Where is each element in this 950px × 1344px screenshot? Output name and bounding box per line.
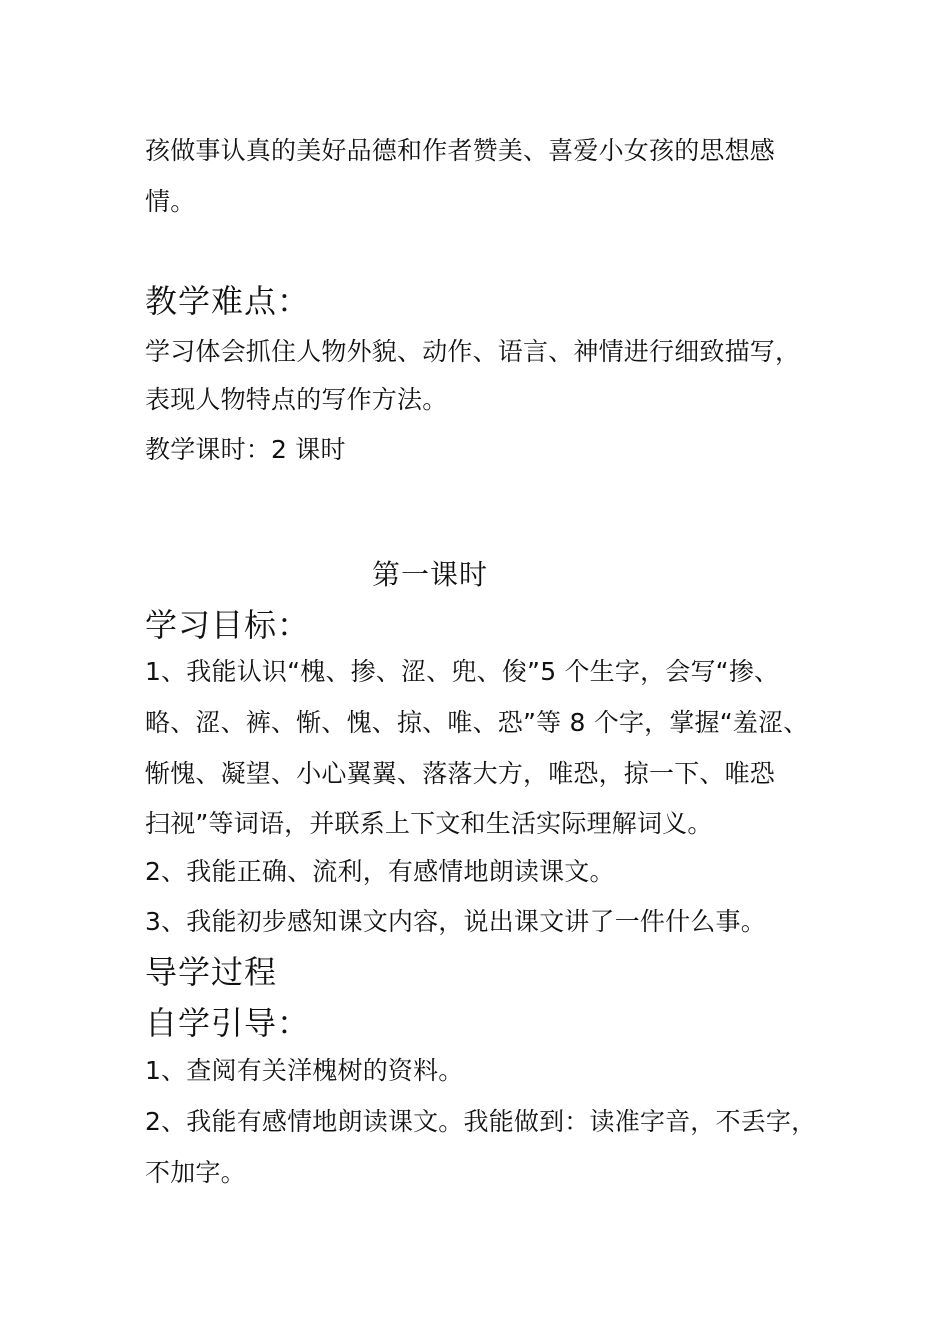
- objective-2: 2、我能正确、流利，有感情地朗读课文。: [145, 857, 615, 886]
- objective-1-line-1: 1、我能认识“槐、掺、涩、兜、俊”5 个生字，会写“掺、: [145, 657, 780, 686]
- difficulty-heading: 教学难点：: [145, 282, 311, 320]
- self-study-1: 1、查阅有关洋槐树的资料。: [145, 1056, 464, 1085]
- difficulty-line-2: 表现人物特点的写作方法。: [145, 385, 448, 414]
- objective-1-line-3: 惭愧、凝望、小心翼翼、落落大方，唯恐，掠一下、唯恐: [145, 759, 776, 788]
- lesson-title: 第一课时: [371, 558, 488, 591]
- intro-line-1: 孩做事认真的美好品德和作者赞美、喜爱小女孩的思想感: [145, 136, 776, 165]
- objective-1-line-4: 扫视”等词语，并联系上下文和生活实际理解词义。: [145, 809, 713, 838]
- self-study-2-line-1: 2、我能有感情地朗读课文。我能做到：读准字音，不丢字，: [145, 1107, 817, 1136]
- process-heading: 导学过程: [145, 953, 278, 991]
- objective-1-line-2: 略、涩、裤、惭、愧、掠、唯、恐”等 8 个字，掌握“羞涩、: [145, 708, 809, 737]
- intro-line-2: 情。: [145, 187, 196, 216]
- self-study-2-line-2: 不加字。: [145, 1158, 246, 1187]
- objective-3: 3、我能初步感知课文内容，说出课文讲了一件什么事。: [145, 907, 766, 936]
- self-study-heading: 自学引导：: [145, 1004, 311, 1042]
- difficulty-line-1: 学习体会抓住人物外貌、动作、语言、神情进行细致描写，: [145, 337, 801, 366]
- class-hours: 教学课时：2 课时: [145, 435, 346, 464]
- objectives-heading: 学习目标：: [145, 606, 311, 644]
